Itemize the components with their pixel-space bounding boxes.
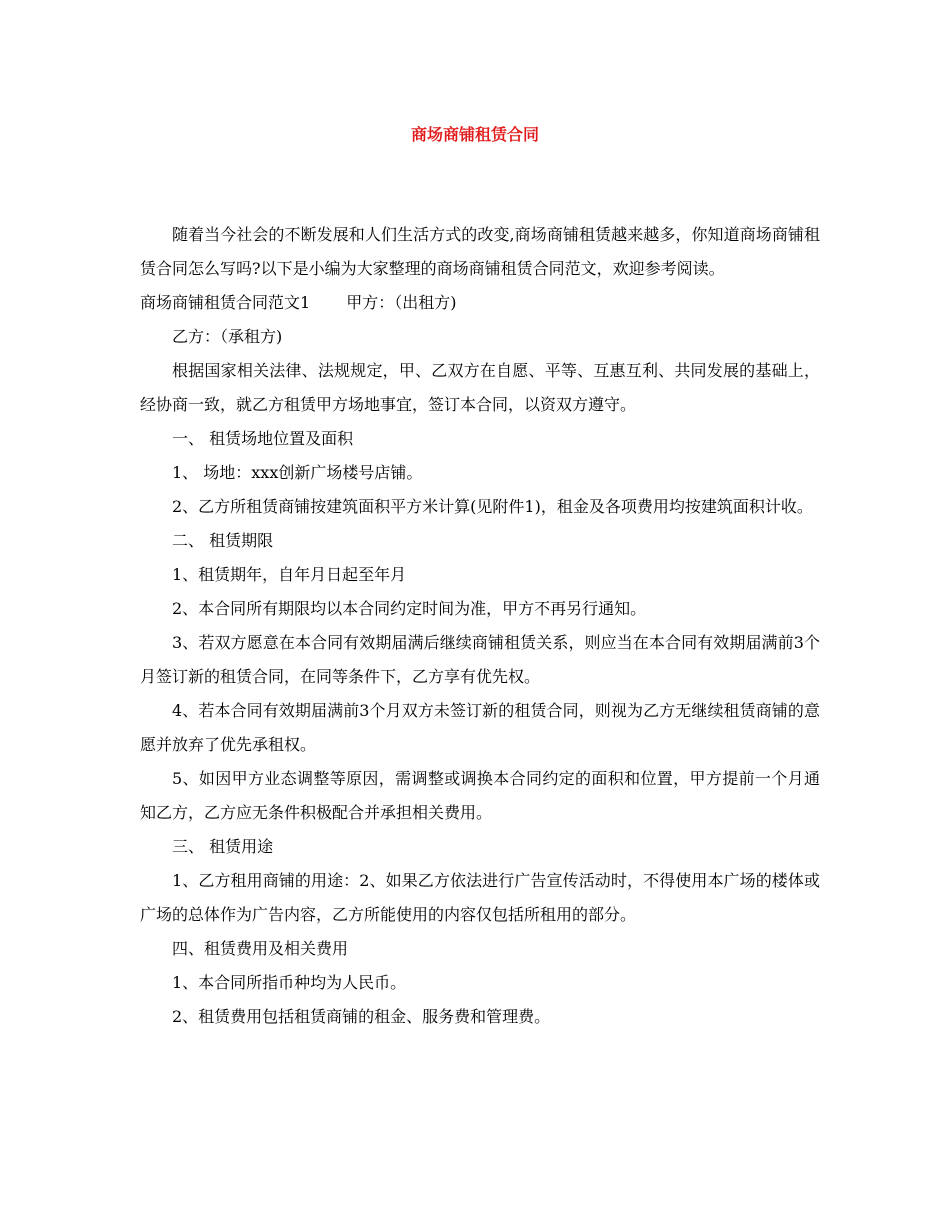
document-body (140, 218, 820, 1034)
intro-paragraph: 随着当今社会的不断发展和人们生活方式的改变,商场商铺租赁越来越多，你知道商场商铺租赁合同怎么写吗?以下是小编为大家整理的商场商铺租赁合同范文，欢迎参考阅读。 (140, 225, 820, 278)
clause-paragraph: 3、若双方愿意在本合同有效期届满后继续商铺租赁关系，则应当在本合同有效期届满前3个月签订新的租赁合同，在同等条件下，乙方享有优先权。 (140, 633, 820, 686)
clause-paragraph: 1、 场地：xxx创新广场楼号店铺。 (172, 463, 423, 482)
section-heading: 二、 租赁期限 (172, 531, 274, 550)
document-title: 商场商铺租赁合同 (410, 125, 539, 144)
sample-heading-line (140, 286, 820, 320)
clause-paragraph: 2、乙方所租赁商铺按建筑面积平方米计算(见附件1)，租金及各项费用均按建筑面积计收。 (172, 497, 813, 516)
section-heading: 四、租赁费用及相关费用 (172, 939, 349, 958)
clause-paragraph: 2、本合同所有期限均以本合同约定时间为准，甲方不再另行通知。 (172, 599, 647, 618)
clause-paragraph: 1、租赁期年，自年月日起至年月 (172, 565, 407, 584)
clause-paragraph: 1、乙方租用商铺的用途：2、如果乙方依法进行广告宣传活动时，不得使用本广场的楼体或广场的总体作为广告内容，乙方所能使用的内容仅包括所租用的部分。 (140, 871, 820, 924)
clause-paragraph: 5、如因甲方业态调整等原因，需调整或调换本合同约定的面积和位置，甲方提前一个月通知乙方，乙方应无条件积极配合并承担相关费用。 (140, 769, 820, 822)
sample-heading: 商场商铺租赁合同范文1 (140, 293, 311, 312)
preamble-paragraph: 根据国家相关法律、法规规定，甲、乙双方在自愿、平等、互惠互利、共同发展的基础上，经协商一致，就乙方租赁甲方场地事宜，签订本合同，以资双方遵守。 (140, 361, 820, 414)
section-heading: 一、 租赁场地位置及面积 (172, 429, 354, 448)
section-heading: 三、 租赁用途 (172, 837, 274, 856)
clause-paragraph: 1、本合同所指币种均为人民币。 (172, 973, 407, 992)
party-a-line: 甲方：（出租方) (346, 293, 457, 312)
clause-paragraph: 4、若本合同有效期届满前3个月双方未签订新的租赁合同，则视为乙方无继续租赁商铺的意愿并放弃了优先承租权。 (140, 701, 820, 754)
clause-paragraph: 2、租赁费用包括租赁商铺的租金、服务费和管理费。 (172, 1007, 551, 1026)
party-b-line: 乙方：（承租方) (172, 327, 283, 346)
